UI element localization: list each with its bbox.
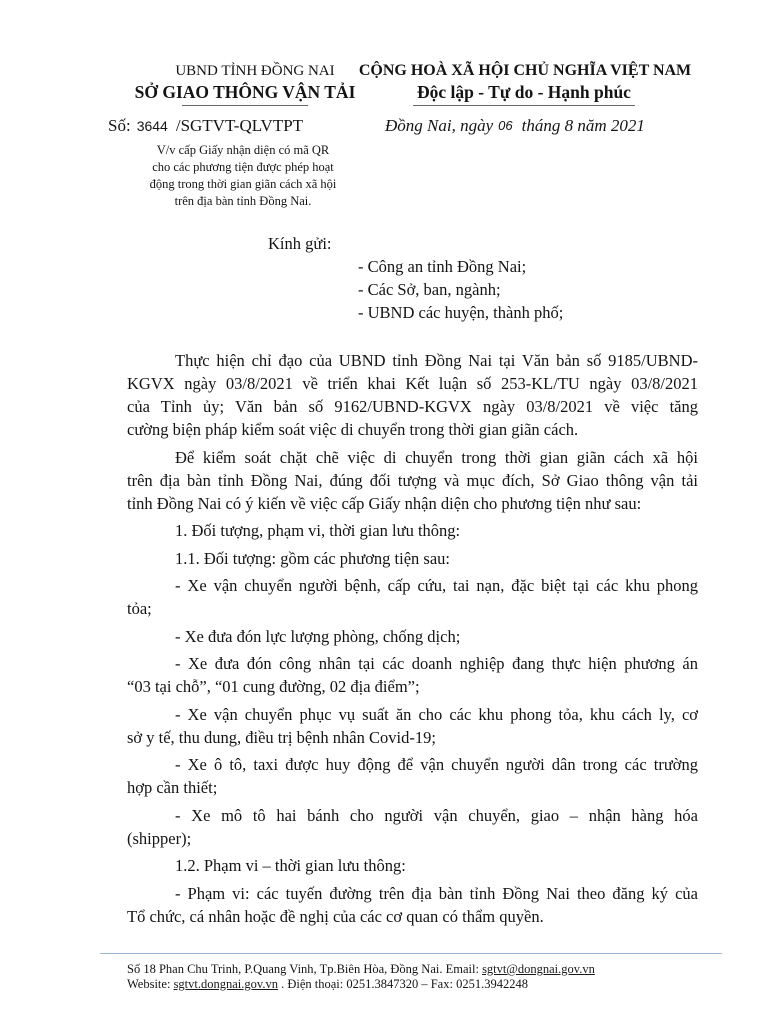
body-line: sở y tế, thu dung, điều trị bệnh nhân Covid-19; bbox=[127, 727, 436, 747]
body-line: - Xe ô tô, taxi được huy động để vận chuyển người dân trong các trường bbox=[175, 755, 698, 774]
body-paragraph bbox=[127, 652, 698, 698]
body-paragraph bbox=[127, 854, 698, 877]
body-paragraph bbox=[127, 349, 698, 441]
recipient-item: - Công an tỉnh Đồng Nai; bbox=[358, 257, 527, 276]
body-paragraph bbox=[127, 753, 698, 799]
body-line: - Phạm vi: các tuyến đường trên địa bàn tỉnh Đồng Nai theo đăng ký của bbox=[175, 883, 698, 903]
recipient-item: - Các Sở, ban, ngành; bbox=[358, 280, 501, 299]
document-body bbox=[127, 349, 698, 928]
body-line: Tổ chức, cá nhân hoặc đề nghị của các cơ quan có thẩm quyền. bbox=[127, 906, 544, 926]
agency-parent: UBND TỈNH ĐỒNG NAI bbox=[175, 63, 335, 79]
footer-contact: . Điện thoại: 0251.3847320 – Fax: 0251.3942248 bbox=[281, 977, 528, 991]
body-paragraph bbox=[127, 446, 698, 515]
body-paragraph bbox=[127, 804, 698, 850]
body-line: tỏa; bbox=[127, 599, 152, 618]
subject-line: động trong thời gian giãn cách xã hội bbox=[149, 177, 337, 191]
agency-name: SỞ GIAO THÔNG VẬN TẢI bbox=[134, 82, 356, 102]
body-line: cường biện pháp kiểm soát việc di chuyển trong thời gian giãn cách. bbox=[127, 420, 579, 439]
body-line: 1. Đối tượng, phạm vi, thời gian lưu thông: bbox=[175, 521, 461, 540]
footer-website-link[interactable]: sgtvt.dongnai.gov.vn bbox=[173, 977, 278, 991]
subject-line: trên địa bàn tỉnh Đồng Nai. bbox=[174, 194, 312, 208]
body-line: Để kiểm soát chặt chẽ việc di chuyển trong thời gian giãn cách xã hội bbox=[175, 447, 698, 467]
body-line: - Xe đưa đón lực lượng phòng, chống dịch; bbox=[175, 626, 461, 646]
body-paragraph bbox=[127, 882, 698, 928]
body-line: - Xe mô tô hai bánh cho người vận chuyển, giao – nhận hàng hóa bbox=[175, 805, 698, 825]
body-line: KGVX ngày 03/8/2021 về triển khai Kết luận số 253-KL/TU ngày 03/8/2021 bbox=[127, 374, 698, 393]
body-line: của Tỉnh ủy; Văn bản số 9162/UBND-KGVX ngày 03/8/2021 về việc tăng bbox=[127, 397, 698, 416]
body-line: “03 tại chỗ”, “01 cung đường, 02 địa điểm”; bbox=[127, 677, 420, 696]
date-prefix: Đồng Nai, ngày bbox=[385, 116, 494, 135]
footer-website-label: Website: bbox=[127, 977, 171, 991]
body-line: hợp cần thiết; bbox=[127, 778, 218, 797]
body-line: tỉnh Đồng Nai có ý kiến về việc cấp Giấy nhận diện cho phương tiện như sau: bbox=[127, 493, 642, 513]
body-line: Thực hiện chỉ đạo của UBND tỉnh Đồng Nai tại Văn bản số 9185/UBND- bbox=[175, 351, 698, 370]
document-subject bbox=[98, 142, 388, 210]
footer-contact-line bbox=[127, 977, 595, 992]
body-paragraph bbox=[127, 574, 698, 620]
national-title: CỘNG HOÀ XÃ HỘI CHỦ NGHĨA VIỆT NAM bbox=[358, 62, 692, 79]
agency-underline bbox=[182, 105, 308, 106]
body-paragraph bbox=[127, 703, 698, 749]
date-day: 06 bbox=[498, 118, 513, 133]
body-line: - Xe vận chuyển người bệnh, cấp cứu, tai nạn, đặc biệt tại các khu phong bbox=[175, 576, 698, 595]
subject-line: V/v cấp Giấy nhận diện có mã QR bbox=[156, 143, 330, 157]
body-paragraph bbox=[127, 547, 698, 570]
recipient-item: - UBND các huyện, thành phố; bbox=[358, 303, 564, 322]
reference-number: 3644 bbox=[136, 118, 168, 134]
document-date bbox=[385, 116, 645, 137]
date-rest: tháng 8 năm 2021 bbox=[521, 116, 645, 135]
footer bbox=[127, 962, 595, 992]
body-line: 1.2. Phạm vi – thời gian lưu thông: bbox=[175, 856, 406, 875]
document-reference bbox=[108, 116, 303, 136]
recipients-label: Kính gửi: bbox=[268, 234, 332, 253]
footer-email-link[interactable]: sgtvt@dongnai.gov.vn bbox=[482, 962, 595, 976]
body-line: (shipper); bbox=[127, 828, 192, 848]
reference-label: Số: bbox=[108, 116, 131, 135]
recipients-list bbox=[358, 255, 563, 324]
body-paragraph bbox=[127, 625, 698, 648]
body-paragraph bbox=[127, 519, 698, 542]
footer-address: Số 18 Phan Chu Trinh, P.Quang Vinh, Tp.Biên Hòa, Đồng Nai. Email: bbox=[127, 962, 479, 976]
body-line: - Xe vận chuyển phục vụ suất ăn cho các khu phong tỏa, khu cách ly, cơ bbox=[175, 704, 698, 724]
footer-address-line bbox=[127, 962, 595, 977]
subject-line: cho các phương tiện được phép hoạt bbox=[152, 160, 334, 174]
footer-divider bbox=[100, 953, 722, 954]
body-line: trên địa bàn tỉnh Đồng Nai, đúng đối tượng và mục đích, Sở Giao thông vận tải bbox=[127, 470, 698, 490]
body-line: 1.1. Đối tượng: gồm các phương tiện sau: bbox=[175, 548, 451, 568]
motto-underline bbox=[413, 105, 635, 106]
reference-code: /SGTVT-QLVTPT bbox=[175, 116, 304, 135]
national-motto: Độc lập - Tự do - Hạnh phúc bbox=[417, 82, 631, 102]
body-line: - Xe đưa đón công nhân tại các doanh nghiệp đang thực hiện phương án bbox=[175, 654, 698, 673]
